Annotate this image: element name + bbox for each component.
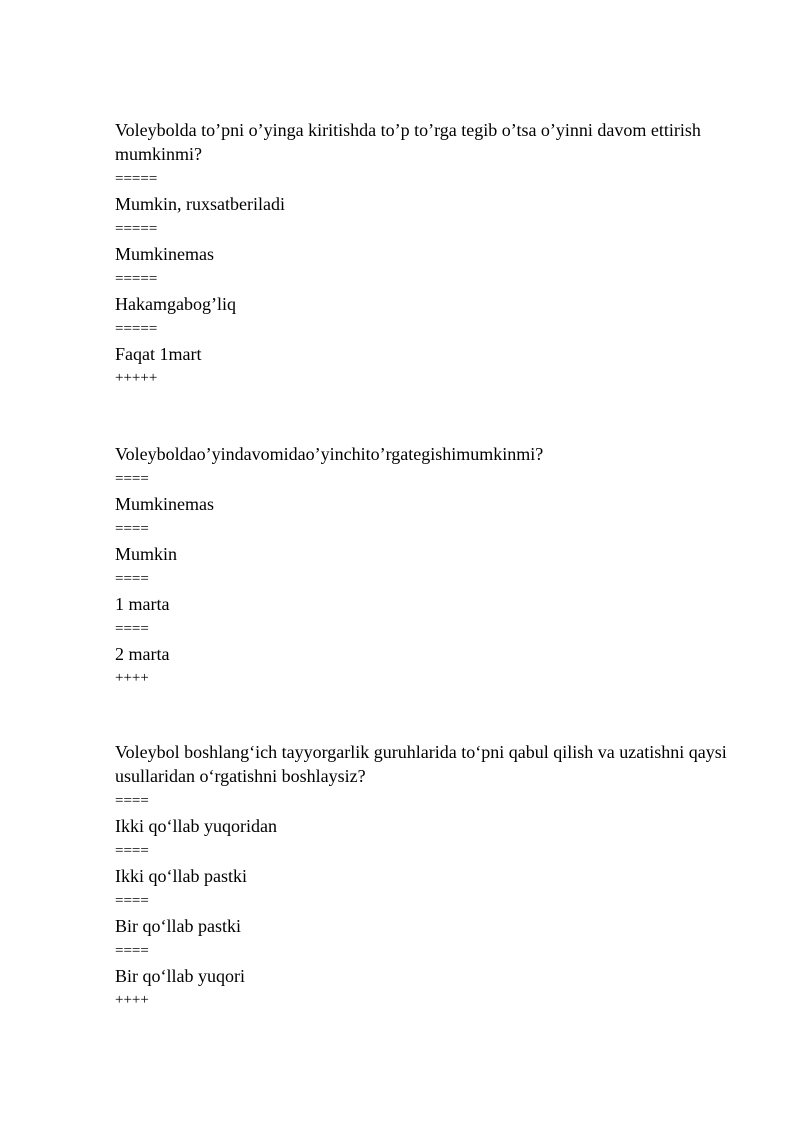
- separator: ====: [115, 893, 149, 909]
- question-text: Voleyboldao’yindavomidao’yinchito’rgategishimumkinmi?: [115, 444, 544, 464]
- answer-option: Mumkin, ruxsatberiladi: [115, 194, 285, 214]
- separator: ====: [115, 943, 149, 959]
- answer-option: Bir qo‘llab yuqori: [115, 966, 245, 986]
- question-block-3: [115, 740, 755, 1012]
- separator: ====: [115, 621, 149, 637]
- answer-option: Mumkin: [115, 544, 178, 564]
- question-block-2: [115, 442, 755, 690]
- question-block-1: [115, 118, 755, 390]
- answer-option: Ikki qo‘llab pastki: [115, 866, 247, 886]
- answer-option: 2 marta: [115, 644, 170, 664]
- answer-option: 1 marta: [115, 594, 170, 614]
- terminator: ++++: [115, 670, 149, 686]
- terminator: +++++: [115, 370, 158, 386]
- question-text: Voleybolda to’pni o’yinga kiritishda to’p to’rga tegib o’tsa o’yinni davom ettirish mumkinmi?: [115, 120, 701, 164]
- separator: ====: [115, 521, 149, 537]
- separator: ====: [115, 793, 149, 809]
- answer-option: Mumkinemas: [115, 244, 214, 264]
- terminator: ++++: [115, 992, 149, 1008]
- answer-option: Hakamgabog’liq: [115, 294, 236, 314]
- separator: ====: [115, 571, 149, 587]
- separator: ====: [115, 471, 149, 487]
- question-text: Voleybol boshlang‘ich tayyorgarlik guruhlarida to‘pni qabul qilish va uzatishni qaysi usullaridan o‘rgatishni boshlaysiz?: [115, 742, 727, 786]
- separator: =====: [115, 271, 158, 287]
- separator: =====: [115, 171, 158, 187]
- answer-option: Bir qo‘llab pastki: [115, 916, 241, 936]
- separator: =====: [115, 321, 158, 337]
- answer-option: Faqat 1mart: [115, 344, 202, 364]
- separator: ====: [115, 843, 149, 859]
- separator: =====: [115, 221, 158, 237]
- answer-option: Mumkinemas: [115, 494, 214, 514]
- answer-option: Ikki qo‘llab yuqoridan: [115, 816, 277, 836]
